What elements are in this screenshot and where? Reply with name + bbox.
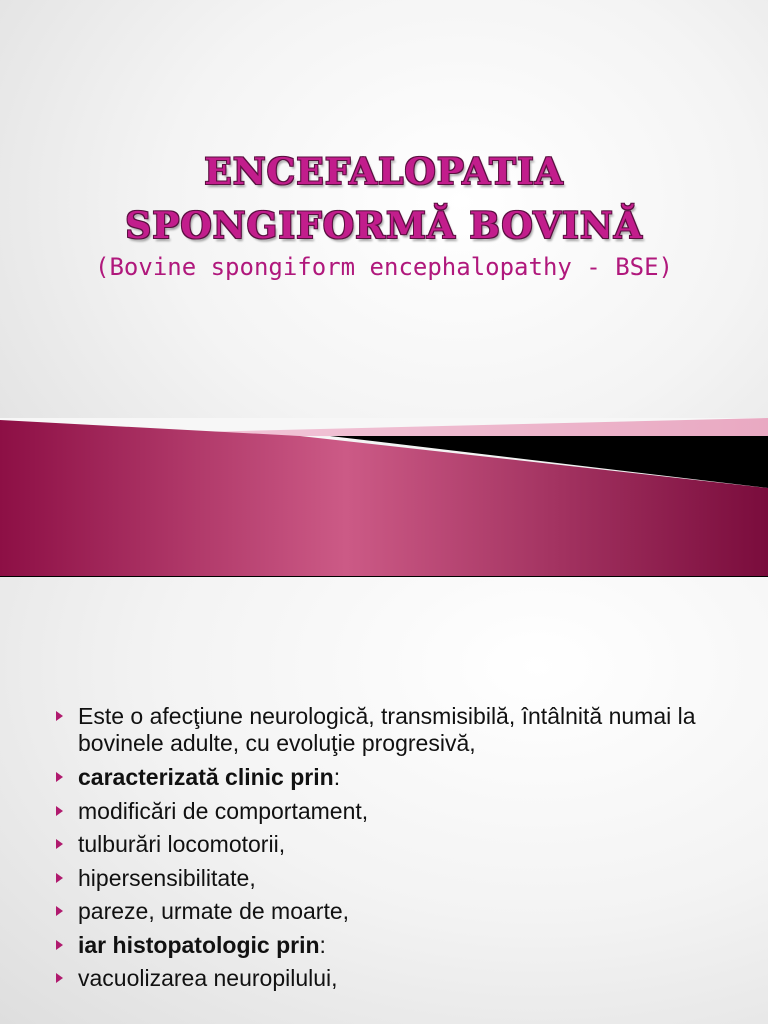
bullet-item	[52, 831, 752, 858]
bullet-text: hipersensibilitate,	[78, 864, 256, 891]
bullet-item	[52, 798, 752, 825]
bullet-text: Este o afecţiune neurologică, transmisibilă, întâlnită numai la bovinele adulte, cu evoluţie progresivă,	[78, 703, 696, 756]
bullet-text: tulburări locomotorii,	[78, 831, 286, 857]
bullet-arrow-icon	[56, 873, 63, 883]
bullet-text: modificări de comportament,	[78, 797, 369, 824]
content-slide	[0, 577, 768, 1024]
bullet-item	[52, 965, 752, 992]
title-line-2: SPONGIFORMĂ BOVINĂ	[125, 205, 643, 247]
bullet-text: vacuolizarea neuropilului,	[78, 965, 338, 991]
bullet-arrow-icon	[56, 806, 63, 816]
bullet-list	[52, 703, 752, 999]
bullet-bold-text: caracterizată clinic prin	[78, 764, 334, 790]
bullet-arrow-icon	[56, 711, 63, 721]
bullet-text: :	[319, 931, 326, 958]
bullet-arrow-icon	[56, 940, 63, 950]
bullet-text: :	[333, 764, 341, 790]
bullet-item	[52, 898, 752, 925]
slide-subtitle: (Bovine spongiform encephalopathy - BSE)	[95, 253, 673, 281]
bullet-arrow-icon	[56, 839, 63, 849]
bullet-item	[52, 764, 752, 791]
bullet-arrow-icon	[56, 772, 63, 782]
bullet-bold-text: iar histopatologic prin	[78, 931, 320, 958]
bullet-item	[52, 932, 752, 959]
slide-title	[0, 145, 768, 253]
title-line-1: ENCEFALOPATIA	[204, 151, 564, 193]
bullet-arrow-icon	[56, 906, 63, 916]
bullet-text: pareze, urmate de moarte,	[78, 898, 350, 924]
bullet-arrow-icon	[56, 973, 63, 983]
bullet-item	[52, 865, 752, 892]
bullet-item	[52, 703, 752, 756]
